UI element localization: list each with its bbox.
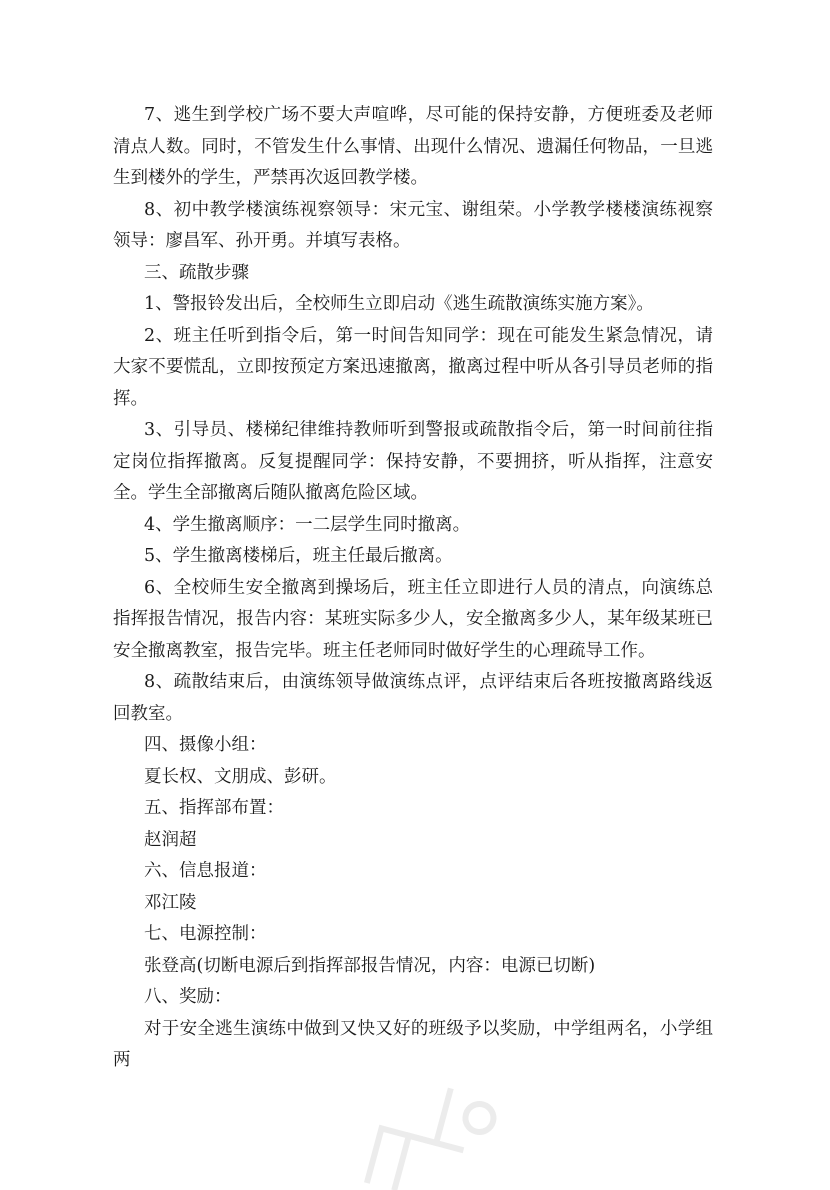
paragraph-inspection-leaders: 8、初中教学楼演练视察领导：宋元宝、谢组荣。小学教学楼楼演练视察领导：廖昌军、孙开勇。并填写表格。 [113, 199, 713, 251]
paragraph-escape-rule: 7、逃生到学校广场不要大声喧哗，尽可能的保持安静，方便班委及老师清点人数。同时，不管发生什么事情、出现什么情况、遗漏任何物品，一旦逃生到楼外的学生，严禁再次返回教学楼。 [113, 105, 713, 188]
step-5: 5、学生撤离楼梯后，班主任最后撤离。 [144, 546, 453, 566]
step-4: 4、学生撤离顺序：一二层学生同时撤离。 [144, 514, 471, 535]
step-8: 8、疏散结束后，由演练领导做演练点评，点评结束后各班按撤离路线返回教室。 [113, 672, 713, 724]
section-heading-camera-team: 四、摄像小组： [144, 735, 267, 755]
section-heading-evacuation-steps: 三、疏散步骤 [144, 262, 249, 283]
step-3: 3、引导员、楼梯纪律维持教师听到警报或疏散指令后，第一时间前往指定岗位指挥撤离。反复提醒同学：保持安静，不要拥挤，听从指挥，注意安全。学生全部撤离后随队撤离危险区域。 [113, 420, 713, 503]
step-1: 1、警报铃发出后，全校师生立即启动《逃生疏散演练实施方案》。 [144, 294, 654, 314]
document-body [113, 100, 713, 1077]
step-2: 2、班主任听到指令后，第一时间告知同学：现在可能发生紧急情况，请大家不要慌乱，立即按预定方案迅速撤离，撤离过程中听从各引导员老师的指挥。 [113, 325, 713, 409]
info-report-member: 邓江陵 [144, 892, 197, 913]
step-6: 6、全校师生安全撤离到操场后，班主任立即进行人员的清点，向演练总指挥报告情况，报告内容：某班实际多少人，安全撤离多少人，某年级某班已安全撤离教室，报告完毕。班主任老师同时做好学生的心理疏导工作。 [113, 577, 713, 661]
awards-text: 对于安全逃生演练中做到又快又好的班级予以奖励，中学组两名，小学组两 [113, 1018, 713, 1070]
camera-team-members: 夏长权、文朋成、彭研。 [144, 766, 337, 787]
power-control-member: 张登高(切断电源后到指挥部报告情况，内容：电源已切断) [144, 955, 596, 976]
section-heading-command-post: 五、指挥部布置： [144, 798, 284, 818]
section-heading-info-report: 六、信息报道： [144, 861, 267, 881]
command-post-member: 赵润超 [144, 829, 197, 850]
section-heading-awards: 八、奖励： [144, 987, 232, 1007]
section-heading-power-control: 七、电源控制： [144, 924, 267, 944]
